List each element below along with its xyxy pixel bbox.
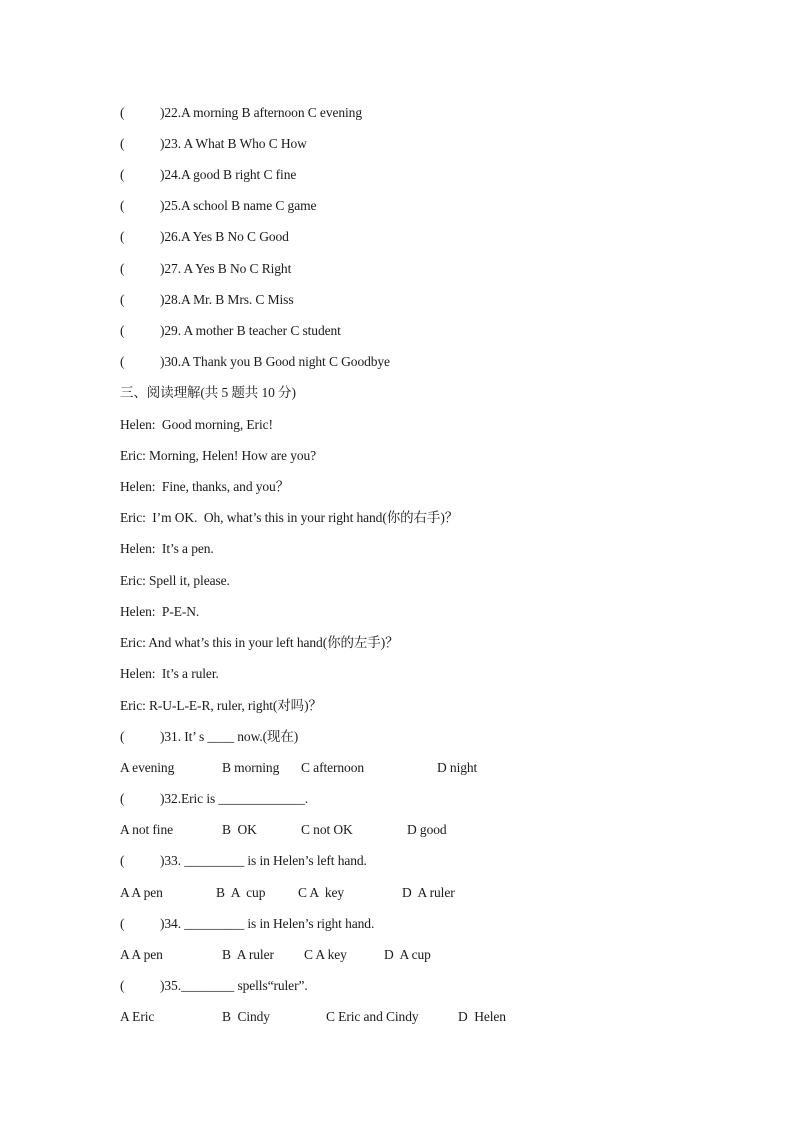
question-stem: )32.Eric is _____________.: [160, 791, 309, 806]
option-b: B OK: [222, 822, 257, 837]
reading-question-34: [120, 915, 374, 933]
answer-paren: (: [120, 916, 125, 931]
option-a: A A pen: [120, 885, 163, 900]
reading-question-31: [120, 728, 298, 746]
question-text: )29. A mother B teacher C student: [160, 323, 341, 338]
question-26: [120, 228, 289, 246]
option-d: D Helen: [458, 1009, 506, 1024]
reading-question-35: [120, 977, 308, 995]
answer-paren: (: [120, 853, 125, 868]
option-d: D good: [407, 822, 447, 837]
option-b: B A ruler: [222, 947, 274, 962]
question-22: [120, 104, 362, 122]
dialogue-line: Helen: Good morning, Eric!: [120, 417, 273, 432]
question-27: [120, 260, 291, 278]
option-c: C not OK: [301, 822, 353, 837]
option-d: D A cup: [384, 947, 431, 962]
question-text: )23. A What B Who C How: [160, 136, 307, 151]
option-c: C A key: [304, 947, 347, 962]
answer-paren: (: [120, 198, 125, 213]
option-d: D A ruler: [402, 885, 455, 900]
section-heading: 三、阅读理解(共 5 题共 10 分): [120, 385, 296, 400]
question-text: )27. A Yes B No C Right: [160, 261, 292, 276]
option-b: B morning: [222, 760, 280, 775]
question-stem: )31. It’ s ____ now.(现在): [160, 729, 299, 744]
question-30: [120, 353, 390, 371]
answer-paren: (: [120, 105, 125, 120]
question-24: [120, 166, 296, 184]
dialogue-line: Eric: Spell it, please.: [120, 573, 230, 588]
answer-paren: (: [120, 323, 125, 338]
option-b: B A cup: [216, 885, 266, 900]
option-a: A A pen: [120, 947, 163, 962]
dialogue-line: Helen: P-E-N.: [120, 604, 200, 619]
question-28: [120, 291, 293, 309]
question-stem: )34. _________ is in Helen’s right hand.: [160, 916, 375, 931]
options-32: [120, 821, 680, 839]
dialogue-line: Helen: It’s a pen.: [120, 541, 214, 556]
answer-paren: (: [120, 229, 125, 244]
answer-paren: (: [120, 167, 125, 182]
answer-paren: (: [120, 136, 125, 151]
question-29: [120, 322, 341, 340]
answer-paren: (: [120, 791, 125, 806]
question-stem: )35.________ spells“ruler”.: [160, 978, 308, 993]
question-text: )22.A morning B afternoon C evening: [160, 105, 362, 120]
answer-paren: (: [120, 292, 125, 307]
option-a: A not fine: [120, 822, 173, 837]
options-35: [120, 1008, 680, 1026]
reading-question-33: [120, 852, 367, 870]
dialogue-line: Eric: Morning, Helen! How are you?: [120, 448, 317, 463]
answer-paren: (: [120, 729, 125, 744]
option-c: C Eric and Cindy: [326, 1009, 419, 1024]
question-text: )28.A Mr. B Mrs. C Miss: [160, 292, 294, 307]
answer-paren: (: [120, 354, 125, 369]
answer-paren: (: [120, 978, 125, 993]
dialogue-line: Helen: It’s a ruler.: [120, 666, 219, 681]
question-text: )26.A Yes B No C Good: [160, 229, 289, 244]
option-a: A Eric: [120, 1009, 155, 1024]
options-31: [120, 759, 680, 777]
question-text: )25.A school B name C game: [160, 198, 317, 213]
option-d: D night: [437, 760, 478, 775]
dialogue-line: Eric: I’m OK. Oh, what’s this in your right hand(你的右手)？: [120, 510, 459, 525]
question-text: )24.A good B right C fine: [160, 167, 297, 182]
question-text: )30.A Thank you B Good night C Goodbye: [160, 354, 390, 369]
option-c: C afternoon: [301, 760, 365, 775]
options-33: [120, 884, 680, 902]
dialogue-line: Eric: And what’s this in your left hand(你的左手)？: [120, 635, 399, 650]
dialogue-line: Eric: R-U-L-E-R, ruler, right(对吗)？: [120, 698, 322, 713]
option-a: A evening: [120, 760, 175, 775]
answer-paren: (: [120, 261, 125, 276]
option-b: B Cindy: [222, 1009, 270, 1024]
question-25: [120, 197, 316, 215]
options-34: [120, 946, 680, 964]
reading-question-32: [120, 790, 308, 808]
question-23: [120, 135, 307, 153]
question-stem: )33. _________ is in Helen’s left hand.: [160, 853, 367, 868]
dialogue-line: Helen: Fine, thanks, and you？: [120, 479, 290, 494]
option-c: C A key: [298, 885, 345, 900]
